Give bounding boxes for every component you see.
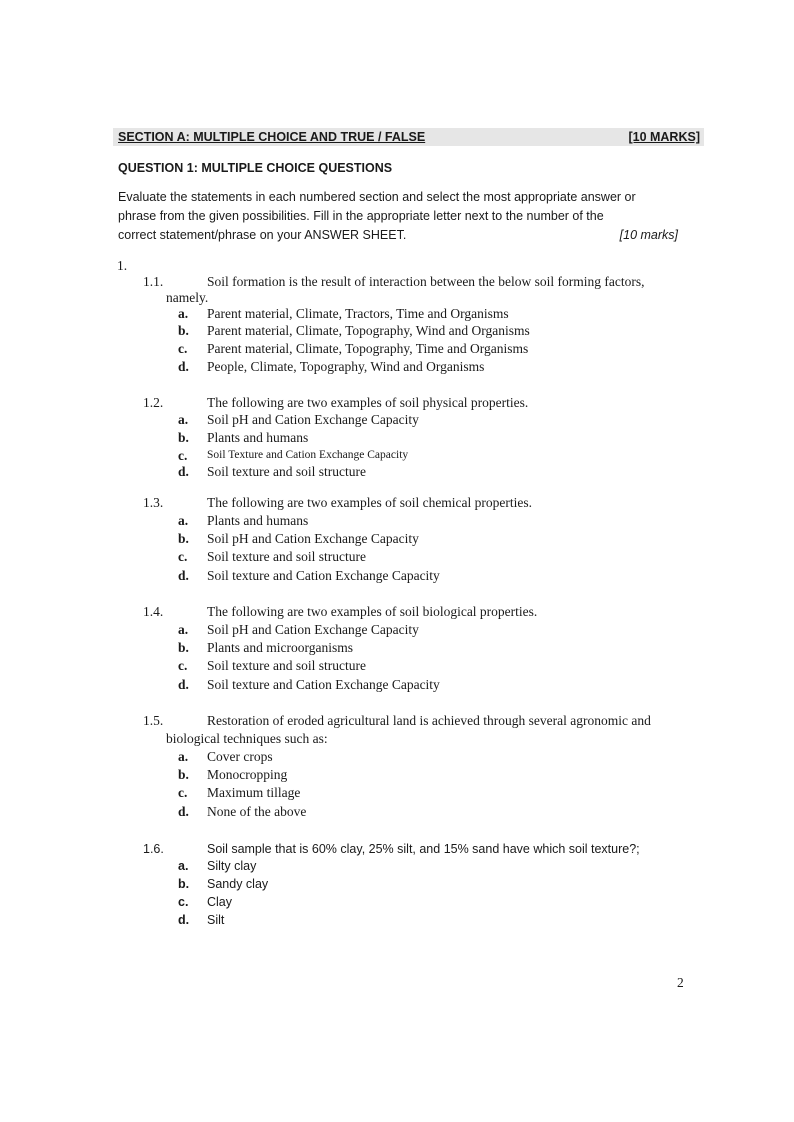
option-text: Soil pH and Cation Exchange Capacity	[207, 412, 419, 427]
option-text: Cover crops	[207, 749, 273, 764]
option-letter: a.	[178, 306, 189, 321]
option-letter: a.	[178, 749, 189, 764]
question-text: Soil sample that is 60% clay, 25% silt, and 15% sand have which soil texture?;	[207, 842, 640, 856]
instruction-line: Evaluate the statements in each numbered section and select the most appropriate answer or	[118, 190, 636, 204]
instruction-line: phrase from the given possibilities. Fill in the appropriate letter next to the number of the	[118, 209, 604, 223]
question-text: The following are two examples of soil chemical properties.	[207, 495, 533, 510]
question-text-continued: namely.	[166, 290, 209, 305]
option-letter: d.	[178, 568, 189, 583]
option-letter: a.	[178, 513, 189, 528]
option-letter: b.	[178, 531, 189, 546]
option-letter: b.	[178, 430, 189, 445]
section-marks: [10 MARKS]	[628, 130, 700, 144]
option-letter: c.	[178, 448, 188, 463]
question-number: 1.5.	[143, 713, 164, 728]
option-text: Maximum tillage	[207, 785, 301, 800]
question-number: 1.3.	[143, 495, 164, 510]
section-title: SECTION A: MULTIPLE CHOICE AND TRUE / FALSE	[118, 130, 426, 144]
option-text: Plants and microorganisms	[207, 640, 353, 655]
option-letter: a.	[178, 859, 189, 873]
option-letter: d.	[178, 464, 189, 479]
option-letter: a.	[178, 412, 189, 427]
option-letter: d.	[178, 804, 189, 819]
option-text: Plants and humans	[207, 430, 309, 445]
option-text: Sandy clay	[207, 877, 269, 891]
option-letter: d.	[178, 359, 189, 374]
page-number: 2	[677, 975, 684, 990]
main-number: 1.	[117, 258, 128, 273]
option-letter: c.	[178, 895, 189, 909]
question-text: The following are two examples of soil biological properties.	[207, 604, 538, 619]
option-letter: c.	[178, 549, 188, 564]
option-text: Clay	[207, 895, 233, 909]
option-text: Parent material, Climate, Tractors, Time and Organisms	[207, 306, 509, 321]
option-text: Soil texture and Cation Exchange Capacity	[207, 568, 440, 583]
option-letter: c.	[178, 785, 188, 800]
question-number: 1.1.	[143, 274, 164, 289]
option-text: Parent material, Climate, Topography, Wind and Organisms	[207, 323, 530, 338]
option-letter: b.	[178, 323, 189, 338]
question-text: The following are two examples of soil physical properties.	[207, 395, 529, 410]
option-text: Silt	[207, 913, 225, 927]
option-text: People, Climate, Topography, Wind and Organisms	[207, 359, 485, 374]
option-text: Silty clay	[207, 859, 257, 873]
option-letter: b.	[178, 877, 190, 891]
option-text: Soil texture and soil structure	[207, 658, 366, 673]
option-text: Soil texture and Cation Exchange Capacity	[207, 677, 440, 692]
option-letter: d.	[178, 913, 190, 927]
option-text: None of the above	[207, 804, 307, 819]
option-text: Monocropping	[207, 767, 288, 782]
option-text: Soil texture and soil structure	[207, 464, 366, 479]
option-text: Soil pH and Cation Exchange Capacity	[207, 531, 419, 546]
option-text: Parent material, Climate, Topography, Time and Organisms	[207, 341, 529, 356]
instruction-line: correct statement/phrase on your ANSWER SHEET.	[118, 228, 407, 242]
question-number: 1.6.	[143, 842, 164, 856]
option-letter: b.	[178, 767, 189, 782]
option-text: Soil pH and Cation Exchange Capacity	[207, 622, 419, 637]
option-text: Plants and humans	[207, 513, 309, 528]
question-text: Soil formation is the result of interaction between the below soil forming factors,	[207, 274, 645, 289]
question-text-continued: biological techniques such as:	[166, 731, 328, 746]
option-letter: a.	[178, 622, 189, 637]
question-text: Restoration of eroded agricultural land is achieved through several agronomic and	[207, 713, 651, 728]
question-number: 1.4.	[143, 604, 164, 619]
instruction-marks: [10 marks]	[619, 228, 678, 242]
option-text: Soil Texture and Cation Exchange Capacity	[207, 449, 409, 461]
question-number: 1.2.	[143, 395, 164, 410]
option-letter: b.	[178, 640, 189, 655]
option-letter: d.	[178, 677, 189, 692]
question-title: QUESTION 1: MULTIPLE CHOICE QUESTIONS	[118, 161, 393, 175]
option-text: Soil texture and soil structure	[207, 549, 366, 564]
option-letter: c.	[178, 341, 188, 356]
option-letter: c.	[178, 658, 188, 673]
